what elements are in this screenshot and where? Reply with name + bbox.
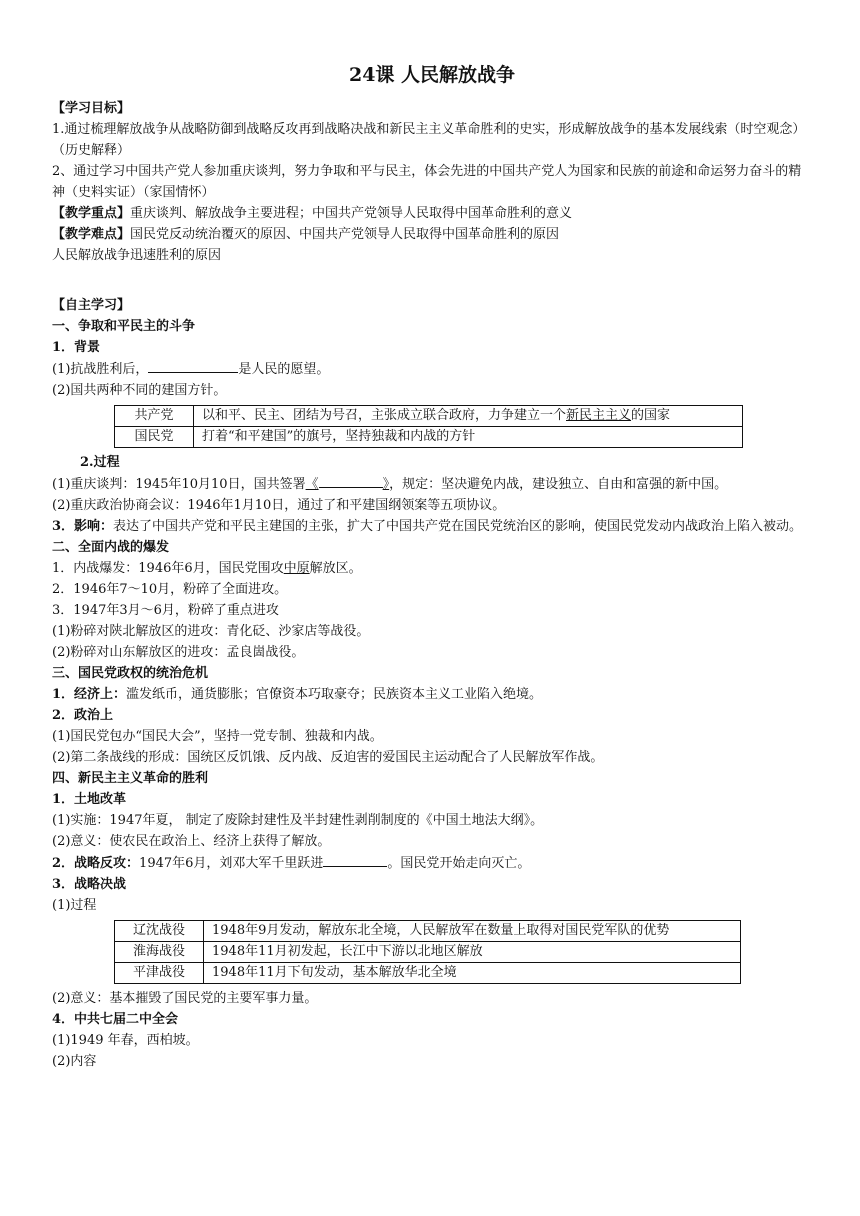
s4-line-7: (2)内容 (52, 1054, 97, 1069)
s2-line-5: (2)粉碎对山东解放区的进攻：孟良崮战役。 (52, 645, 305, 660)
table-row (115, 921, 741, 942)
difficult-points-label: 【教学难点】 (52, 227, 131, 242)
s3-line-3: (2)第二条战线的形成：国统区反饥饿、反内战、反迫害的爱国民主运动配合了人民解放军作战。 (52, 750, 604, 765)
s1-line-1-b: 是人民的愿望。 (238, 362, 330, 377)
bracket-open: 《 (305, 477, 319, 492)
founding-policies-table (114, 405, 743, 448)
s1-heading-impact: 3．影响： (52, 519, 114, 534)
policy-text-b: 的国家 (631, 408, 671, 423)
s2-underlined: 中原 (283, 561, 310, 576)
battles-table (114, 920, 741, 984)
s3-line-1 (52, 684, 812, 705)
battle-desc: 1948年11月下旬发动，基本解放华北全境 (204, 963, 741, 984)
s1-line-1-a: (1)抗战胜利后， (52, 362, 149, 377)
difficult-points-text: 国民党反动统治覆灭的原因、中国共产党领导人民取得中国革命胜利的原因 (130, 227, 560, 242)
s1-line-3 (52, 473, 812, 495)
objectives-heading: 【学习目标】 (52, 101, 131, 116)
s1-line-5-text: 表达了中国共产党和平民主建国的主张，扩大了中国共产党在国民党统治区的影响，使国民党发动内战政治上陷入被动。 (113, 519, 803, 534)
s4-heading-counteroffensive: 2．战略反攻： (52, 856, 140, 871)
self-study-heading: 【自主学习】 (52, 298, 131, 313)
difficult-points-line2: 人民解放战争迅速胜利的原因 (52, 248, 222, 263)
s2-line-4: (1)粉碎对陕北解放区的进攻：青化砭、沙家店等战役。 (52, 624, 370, 639)
agreement-blank[interactable] (306, 477, 390, 492)
s1-line-2: (2)国共两种不同的建国方针。 (52, 383, 227, 398)
key-points-label: 【教学重点】 (52, 206, 131, 221)
s4-heading-plenum: 4．中共七届二中全会 (52, 1012, 179, 1027)
table-cell-policy: 打着“和平建国”的旗号，坚持独裁和内战的方针 (194, 427, 743, 448)
table-row (115, 963, 741, 984)
key-points (52, 203, 812, 224)
battle-name: 平津战役 (115, 963, 204, 984)
s1-line-1 (52, 358, 812, 380)
difficult-points (52, 224, 812, 245)
s4-line-4: (1)过程 (52, 898, 97, 913)
battle-name: 淮海战役 (115, 942, 204, 963)
s2-line-1 (52, 558, 812, 579)
s4-line-6: (1)1949 年春，西柏坡。 (52, 1033, 199, 1048)
s1-line-3-a: (1)重庆谈判：1945年10月10日，国共签署 (52, 477, 306, 492)
section-4-title: 四、新民主主义革命的胜利 (52, 771, 209, 786)
s4-line-3-b: 。国民党开始走向灭亡。 (387, 856, 531, 871)
table-cell-party: 共产党 (115, 406, 194, 427)
table-cell-party: 国民党 (115, 427, 194, 448)
s3-heading-politics: 2．政治上 (52, 708, 114, 723)
s2-line-3: 3．1947年3月～6月，粉碎了重点进攻 (52, 603, 279, 618)
bracket-close: 》 (382, 477, 390, 492)
key-points-text: 重庆谈判、解放战争主要进程；中国共产党领导人民取得中国革命胜利的意义 (130, 206, 573, 221)
objective-1: 1.通过梳理解放战争从战略防御到战略反攻再到战略决战和新民主主义革命胜利的史实，形成解放战争的基本发展线索（时空观念）（历史解释） (52, 122, 806, 158)
section-2-title: 二、全面内战的爆发 (52, 540, 170, 555)
policy-text-a: 以和平、民主、团结为号召，主张成立联合政府，力争建立一个 (202, 408, 567, 423)
s4-heading-land-reform: 1．土地改革 (52, 792, 127, 807)
battle-desc: 1948年11月初发起，长江中下游以北地区解放 (204, 942, 741, 963)
fill-blank[interactable] (148, 358, 238, 373)
battle-name: 辽沈战役 (115, 921, 204, 942)
s1-line-5 (52, 516, 812, 537)
table-row (115, 406, 743, 427)
s4-line-3-a: 1947年6月，刘邓大军千里跃进 (139, 856, 324, 871)
table-row (115, 942, 741, 963)
s4-line-2: (2)意义：使农民在政治上、经济上获得了解放。 (52, 834, 331, 849)
s2-line-2: 2．1946年7～10月，粉碎了全面进攻。 (52, 582, 288, 597)
s3-line-1-text: 滥发纸币，通货膨胀；官僚资本巧取豪夺；民族资本主义工业陷入绝境。 (126, 687, 543, 702)
s1-line-3-b: ，规定：坚决避免内战，建设独立、自由和富强的新中国。 (389, 477, 728, 492)
s1-heading-background: 1．背景 (52, 340, 101, 355)
fill-blank[interactable] (319, 473, 383, 488)
policy-underlined: 新民主主义 (566, 408, 632, 423)
s2-line-1-a: 1．内战爆发：1946年6月，国民党围攻 (52, 561, 284, 576)
s3-line-2: (1)国民党包办“国民大会”，坚持一党专制、独裁和内战。 (52, 729, 383, 744)
table-row (115, 427, 743, 448)
fill-blank[interactable] (323, 852, 387, 867)
objective-2: 2、通过学习中国共产党人参加重庆谈判，努力争取和平与民主，体会先进的中国共产党人为国家和民族的前途和命运努力奋斗的精神（史料实证）（家国情怀） (52, 164, 802, 200)
s4-heading-decisive: 3．战略决战 (52, 877, 127, 892)
lesson-title: 24课 人民解放战争 (348, 64, 516, 86)
section-3-title: 三、国民党政权的统治危机 (52, 666, 209, 681)
s1-line-4: (2)重庆政治协商会议：1946年1月10日，通过了和平建国纲领案等五项协议。 (52, 498, 506, 513)
s2-line-1-b: 解放区。 (309, 561, 362, 576)
s4-line-3 (52, 852, 812, 874)
s1-heading-process: 2.过程 (80, 455, 120, 470)
worksheet-page (52, 62, 812, 1072)
battle-desc: 1948年9月发动，解放东北全境，人民解放军在数量上取得对国民党军队的优势 (204, 921, 741, 942)
table-cell-policy (194, 406, 743, 427)
s4-line-5: (2)意义：基本摧毁了国民党的主要军事力量。 (52, 991, 318, 1006)
s3-heading-economy: 1．经济上： (52, 687, 127, 702)
section-1-title: 一、争取和平民主的斗争 (52, 319, 196, 334)
s4-line-1: (1)实施：1947年夏， 制定了废除封建性及半封建性剥削制度的《中国土地法大纲》。 (52, 813, 544, 828)
